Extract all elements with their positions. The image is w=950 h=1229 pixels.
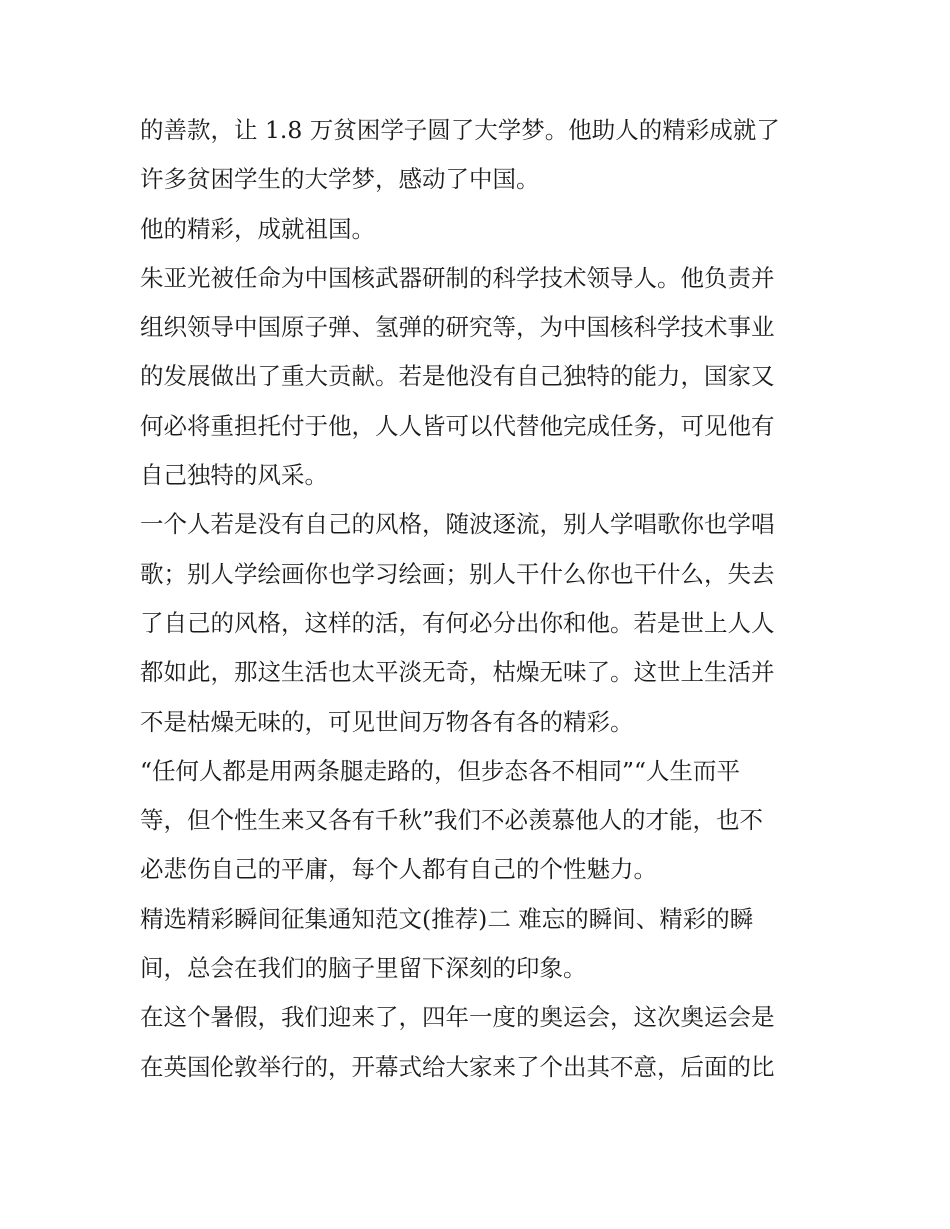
text-line: 朱亚光被任命为中国核武器研制的科学技术领导人。他负责并 [140,263,775,292]
text-line: 在英国伦敦举行的，开幕式给大家来了个出其不意，后面的比 [140,1052,775,1081]
text-line: 在这个暑假，我们迎来了，四年一度的奥运会，这次奥运会是 [140,1003,775,1032]
text-line: “任何人都是用两条腿走路的，但步态各不相同”“人生而平 [140,756,741,785]
text-line: 自己独特的风采。 [140,461,328,490]
text-line: 了自己的风格，这样的活，有何必分出你和他。若是世上人人 [140,608,775,637]
text-line: 都如此，那这生活也太平淡无奇，枯燥无味了。这世上生活并 [140,658,775,687]
text-line: 一个人若是没有自己的风格，随波逐流，别人学唱歌你也学唱 [140,510,775,539]
text-line: 等，但个性生来又各有千秋”我们不必羡慕他人的才能，也不 [140,806,764,835]
text-line: 的善款，让 1.8 万贫困学子圆了大学梦。他助人的精彩成就了 [140,116,780,144]
text-line: 精选精彩瞬间征集通知范文(推荐)二 难忘的瞬间、精彩的瞬 [140,904,754,933]
text-line: 许多贫困学生的大学梦，感动了中国。 [140,165,540,194]
text-line: 必悲伤自己的平庸，每个人都有自己的个性魅力。 [140,855,657,884]
text-line: 间，总会在我们的脑子里留下深刻的印象。 [140,954,587,983]
text-line: 他的精彩，成就祖国。 [140,214,375,243]
text-line: 组织领导中国原子弹、氢弹的研究等，为中国核科学技术事业 [140,313,775,342]
body-text [140,106,820,1092]
text-line: 歌；别人学绘画你也学习绘画；别人干什么你也干什么，失去 [140,559,775,588]
text-line: 的发展做出了重大贡献。若是他没有自己独特的能力，国家又 [140,362,775,391]
text-line: 何必将重担托付于他，人人皆可以代替他完成任务，可见他有 [140,411,775,440]
text-line: 不是枯燥无味的，可见世间万物各有各的精彩。 [140,707,634,736]
